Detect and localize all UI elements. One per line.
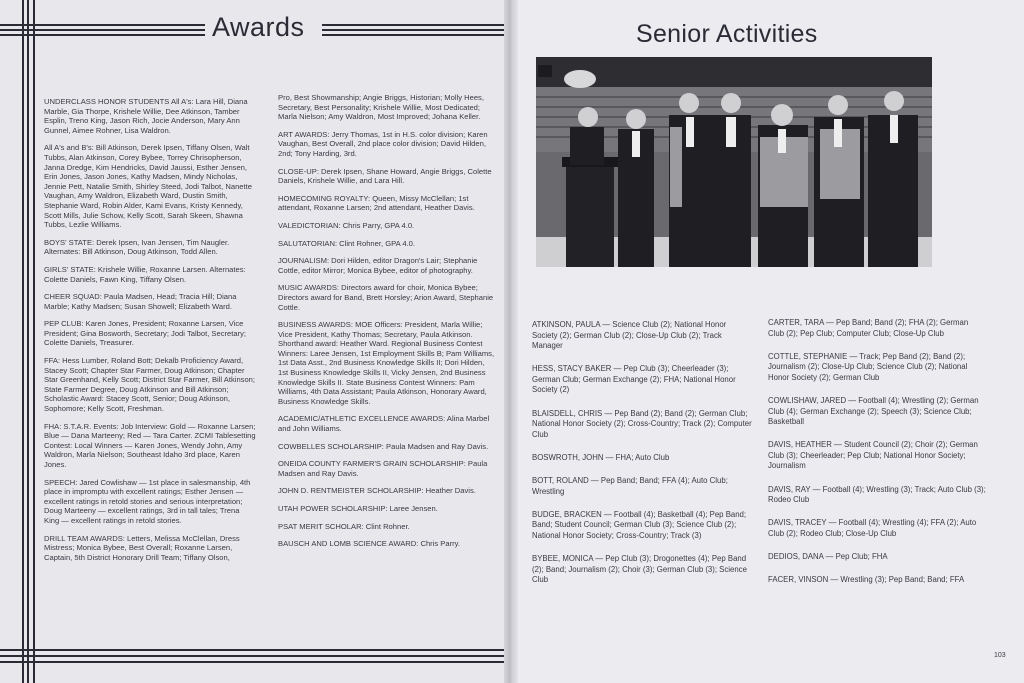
border-rule: [22, 0, 24, 683]
award-paragraph: PEP CLUB: Karen Jones, President; Roxanne Larsen, Vice President; Gina Bosworth, Secretary; Jodi Talbot, Secretary; Colette Daniels, Treasurer.: [44, 319, 247, 348]
senior-list-right: [768, 318, 986, 598]
awards-column-right: [278, 93, 496, 557]
award-paragraph: ONEIDA COUNTY FARMER'S GRAIN SCHOLARSHIP: Paula Madsen and Ray Davis.: [278, 459, 488, 478]
title-rule: [322, 24, 504, 26]
title-rule: [322, 34, 504, 36]
bottom-rule: [0, 661, 504, 663]
award-paragraph: MUSIC AWARDS: Directors award for choir, Monica Bybee; Directors award for Band, Brett Horsley; Arion Award, Stephanie Cottle.: [278, 283, 494, 312]
award-paragraph: BUSINESS AWARDS: MOE Officers: President, Marla Willie; Vice President, Kathy Thomas; Secretary, Paula Atkinson. Shorthand award: Heather Ward. Regional Business Contest Winners: Laree Jensen, 1st Employment Skills B; Pam Williams, 1st Data Asst., 2nd Business Knowledge Skills II; Dori Hilden, 1st Business Knowledge Skills II, Vicky Jensen, 2nd Business Knowledge Skills II. State Business Contest Winners: Pam Williams, 4th Data Assistant; Paula Atkinson, Honorary Award, Business Knowledge Skills.: [278, 320, 495, 406]
senior-entry: FACER, VINSON — Wrestling (3); Pep Band; Band; FFA: [768, 575, 965, 584]
award-paragraph: BAUSCH AND LOMB SCIENCE AWARD: Chris Parry.: [278, 539, 460, 549]
award-paragraph: VALEDICTORIAN: Chris Parry, GPA 4.0.: [278, 220, 415, 230]
page-title: Awards: [212, 12, 305, 42]
senior-list-left: [532, 320, 752, 598]
title-rule: [0, 29, 205, 31]
page-title: Senior Activities: [636, 20, 818, 48]
award-paragraph: BOYS' STATE: Derek Ipsen, Ivan Jensen, Tim Naugler. Alternates: Bill Atkinson, Doug Atkinson, Todd Allen.: [44, 237, 230, 257]
senior-entry: ATKINSON, PAULA — Science Club (2); National Honor Society (2); German Club (2); Close-Up Club (2); Track Manager: [532, 320, 727, 351]
senior-entry: DAVIS, TRACEY — Football (4); Wrestling (4); FFA (2); Auto Club (2); Rodeo Club; Close-Up Club: [768, 518, 977, 538]
awards-column-left: [44, 97, 256, 570]
award-paragraph: JOHN D. RENTMEISTER SCHOLARSHIP: Heather Davis.: [278, 486, 476, 496]
title-rule: [322, 29, 504, 31]
book-gutter: [504, 0, 518, 683]
border-rule: [27, 0, 29, 683]
senior-entry: DAVIS, RAY — Football (4); Wrestling (3); Track; Auto Club (3); Rodeo Club: [768, 484, 986, 505]
group-photo: [536, 57, 932, 267]
award-paragraph: DRILL TEAM AWARDS: Letters, Melissa McClellan, Dress Mistress; Monica Bybee, Best Overall; Roxanne Larsen, Captain, 5th District Honorary Drill Team; Tiffany Olson,: [44, 533, 240, 562]
award-paragraph: PSAT MERIT SCHOLAR: Clint Rohner.: [278, 521, 410, 531]
senior-entry: CARTER, TARA — Pep Band; Band (2); FHA (2); German Club (2); Pep Club; Computer Club; Close-Up Club: [768, 318, 969, 338]
award-paragraph: CHEER SQUAD: Paula Madsen, Head; Tracia Hill; Diana Marble; Kathy Madsen; Susan Showell; Elizabeth Ward.: [44, 292, 237, 311]
page-number: 103: [994, 652, 1006, 659]
bottom-rule: [0, 649, 504, 651]
award-paragraph: UNDERCLASS HONOR STUDENTS All A's: Lara Hill, Diana Marble, Gia Thorpe, Krishele Willie, Dee Atkinson, Tamber Esplin, Treno King, Jason Rich, Jocie Anderson, Mary Ann Gunnel, Aimee Rohner, Lisa Waldron.: [44, 97, 248, 135]
award-paragraph: Pro, Best Showmanship; Angie Briggs, Historian; Molly Hees, Secretary, Best Personality; Krishele Willie, Most Dedicated; Marla Nielson; Amy Waldron, Most Improved; Johana Keller.: [278, 93, 484, 122]
group-photo-icon: [536, 57, 932, 267]
title-rule: [0, 24, 205, 26]
senior-entry: BLAISDELL, CHRIS — Pep Band (2); Band (2); German Club; National Honor Society (2); Cross-Country; Track (2); Computer Club: [532, 408, 752, 439]
senior-entry: HESS, STACY BAKER — Pep Club (3); Cheerleader (3); German Club; German Exchange (2); FHA; National Honor Society (2): [532, 364, 736, 395]
award-paragraph: HOMECOMING ROYALTY: Queen, Missy McClellan; 1st attendant, Roxanne Larsen; 2nd attendant, Heather Davis.: [278, 193, 475, 213]
title-rule: [0, 34, 205, 36]
senior-entry: COWLISHAW, JARED — Football (4); Wrestling (2); German Club (4); German Exchange (2); Speech (3); Science Club; Basketball: [768, 395, 979, 427]
award-paragraph: COWBELLES SCHOLARSHIP: Paula Madsen and Ray Davis.: [278, 441, 489, 451]
award-paragraph: SALUTATORIAN: Clint Rohner, GPA 4.0.: [278, 238, 416, 248]
senior-entry: BOSWROTH, JOHN — FHA; Auto Club: [532, 452, 670, 462]
award-paragraph: ART AWARDS: Jerry Thomas, 1st in H.S. color division; Karen Vaughan, Best Overall, 2nd place color division; David Hilden, 2nd; Tony Harding, 3rd.: [278, 129, 488, 158]
senior-entry: DEDIOS, DANA — Pep Club; FHA: [768, 551, 888, 561]
award-paragraph: UTAH POWER SCHOLARSHIP: Laree Jensen.: [278, 504, 438, 513]
bottom-rule: [0, 655, 504, 657]
senior-entry: BOTT, ROLAND — Pep Band; Band; FFA (4); Auto Club; Wrestling: [532, 475, 728, 496]
award-paragraph: All A's and B's: Bill Atkinson, Derek Ipsen, Tiffany Olsen, Walt Tubbs, Alan Atkinson, Corey Bybee, Torrey Chrisopherson, Janna Dredge, Kim Hendricks, David Jaussi, Esther Jensen, Erin Jones, Jason Jones, Kathy Madsen, Mindy Nicholas, Jennie Pett, Natalie Smith, Shirley Steed, Jodi Talbot, Nanette Vaughan, Amy Waldron, Elizabeth Ward, Dustin Smith, Stephanie Ward, Robin Alder, Kami Evans, Kristy Kennedy, Scott Mills, Julie Schow, Kelly Scott, Sarah Skeen, Shawna Tubbs, Lezlie Williams.: [44, 143, 252, 230]
senior-entry: BYBEE, MONICA — Pep Club (3); Drogonettes (4); Pep Band (2); Band; Journalism (2); Choir (3); German Club (3); Science Club: [532, 553, 747, 585]
award-paragraph: CLOSE-UP: Derek Ipsen, Shane Howard, Angie Briggs, Colette Daniels, Krishele Willie, and Lara Hill.: [278, 166, 492, 186]
award-paragraph: ACADEMIC/ATHLETIC EXCELLENCE AWARDS: Alina Marbel and John Williams.: [278, 414, 490, 434]
award-paragraph: FFA: Hess Lumber, Roland Bott; Dekalb Proficiency Award, Stacey Scott; Chapter Star Farmer, Doug Atkinson; Chapter Star Greenhand, Kelly Scott; District Star Farmer, Bill Atkinson; State Farmer Degree, Doug Atkinson and Bill Atkinson; Scholastic Award: Stacey Scott, Senior; Doug Atkinson, Sophomore; Kelly Scott, Freshman.: [44, 356, 256, 414]
award-paragraph: JOURNALISM: Dori Hilden, editor Dragon's Lair; Stephanie Cottle, editor Mirror; Monica Bybee, editor of photography.: [278, 256, 478, 275]
award-paragraph: GIRLS' STATE: Krishele Willie, Roxanne Larsen. Alternates: Colette Daniels, Fawn King, Tiffany Olsen.: [44, 264, 246, 284]
border-rule: [33, 0, 35, 683]
senior-entry: DAVIS, HEATHER — Student Council (2); Choir (2); German Club (3); Cheerleader; Pep Club; National Honor Society; Journalism: [768, 440, 978, 471]
award-paragraph: FHA: S.T.A.R. Events: Job Interview: Gold — Roxanne Larsen; Blue — Dana Marteeny; Red — Tara Carter. ZCMI Tablesetting Contest: Local Winners — Karen Jones, Wendy John, Amy Waldron, Marla Nielson; Southeast Idaho 3rd place, Karen Jones.: [44, 421, 256, 469]
senior-entry: COTTLE, STEPHANIE — Track; Pep Band (2); Band (2); Journalism (2); Close-Up Club; Science Club (2); National Honor Society (2); German Club: [768, 351, 968, 382]
senior-entry: BUDGE, BRACKEN — Football (4); Basketball (4); Pep Band; Band; Student Council; German Club (3); Science Club (2); National Honor Society; Cross-Country; Track (3): [532, 509, 747, 540]
award-paragraph: SPEECH: Jared Cowlishaw — 1st place in salesmanship, 4th place in impromptu with excellent ratings; Esther Jensen — excellent ratings in retold stories and serious interpretation; Doug Marteeny — excellent ratings, 3rd in tall tales; Trena King — excellent ratings in retold stories.: [44, 477, 251, 525]
